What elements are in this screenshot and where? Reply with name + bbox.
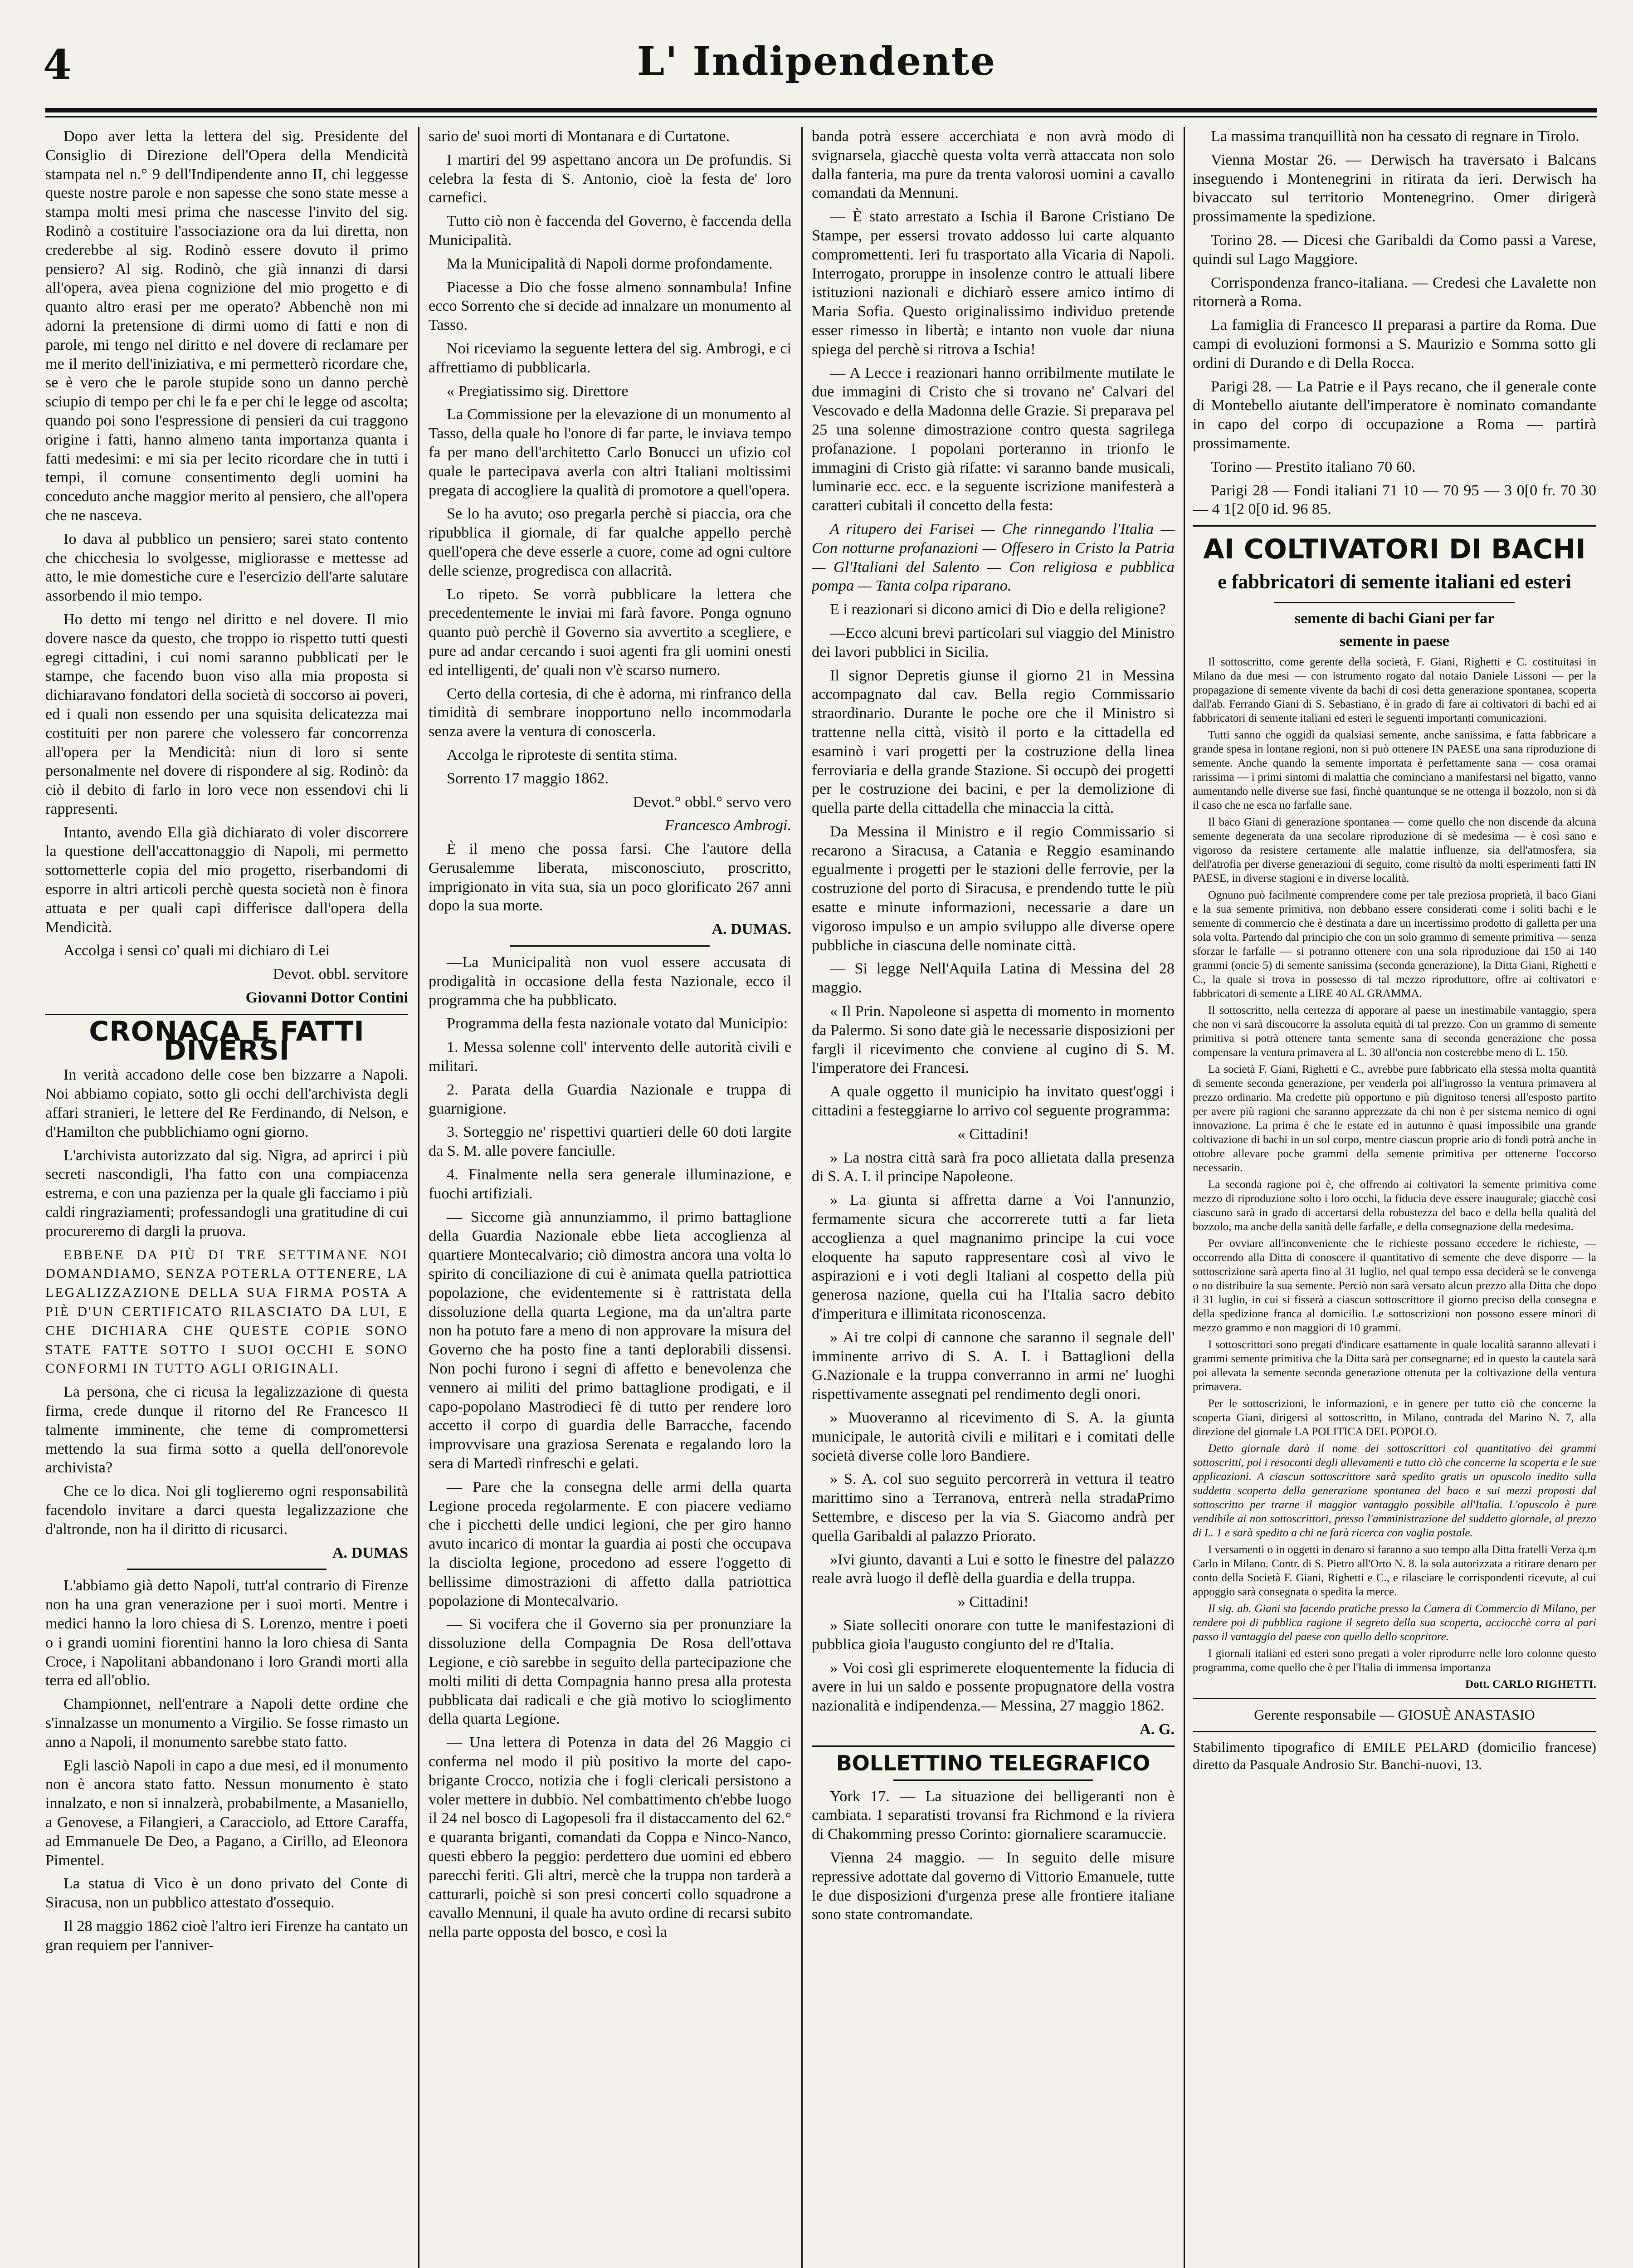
article-paragraph: sario de' suoi morti di Montanara e di Curtatone.: [429, 128, 730, 145]
signature-name: A. G.: [1140, 1721, 1175, 1738]
printer-imprint: Stabilimento tipografico di EMILE PELARD (domicilio francese) diretto da Pasquale Androsio Str. Banchi-nuovi, 13.: [1193, 1739, 1596, 1772]
article-paragraph: La statua di Vico è un dono privato del Conte di Siracusa, non un pubblico attestato d'ossequio.: [45, 1875, 408, 1911]
section-rule: [1193, 1698, 1596, 1699]
advertisement-paragraph: Detto giornale darà il nome dei sottoscrittori col quantitativo dei grammi sottoscritti, poi i resoconti degli allevamenti e tutto ciò che concerne la scoperta e le sue applicazioni. A ciascun sottoscrittore sarà spedito gratis un opuscolo inedito sulla suddetta scoperta della generazione spontanea del baco e sui mezzi proposti dal sottoscritto per trarne il maggior vantaggio possibile all'Italia. L'opuscolo è pure vendibile ai non sottoscrittori, presso l'amministrazione del suddetto giornale, al prezzo di L. 1 e sarà spedito a chi ne farà ricerca con vaglia postale.: [1193, 1442, 1596, 1540]
proclamation-heading: « Cittadini!: [957, 1125, 1029, 1143]
article-paragraph: L'archivista autorizzato dal sig. Nigra, ad aprirci i più secreti nascondigli, l'ha fatto con una compiacenza estrema, e con una pazienza per la quale gli facciamo i più caldi ringraziamenti; professandogli una gratitudine di cui procureremo di dargli la pruova.: [45, 1147, 408, 1240]
advertisement-signature: Dott. CARLO RIGHETTI.: [1465, 1678, 1596, 1691]
advertisement-paragraph: I giornali italiani ed esteri sono pregati a voler riprodurre nelle loro colonne questo programma, come quello che è per l'Italia di immensa importanza: [1193, 1647, 1596, 1674]
article-paragraph: Ma la Municipalità di Napoli dorme profondamente.: [447, 255, 773, 272]
proclamation-paragraph: » Muoveranno al ricevimento di S. A. la giunta municipale, le autorità civili e militari e i comitati delle società diverse colle loro Bandiere.: [812, 1409, 1175, 1464]
article-paragraph: L'abbiamo già detto Napoli, tutt'al contrario di Firenze non ha una gran venerazione per i suoi morti. Mentre i medici hanno la loro chiesa di S. Lorenzo, mentre i poeti o i grandi uomini fiorentini hanno la loro chiesa di Santa Croce, i Napolitani abbandonano i loro Grandi morti alla terra ed all'oblio.: [45, 1577, 408, 1689]
column-divider: [418, 127, 419, 2268]
program-item: 4. Finalmente nella sera generale illuminazione, e fuochi artifiziali.: [429, 1166, 791, 1202]
proclamation-paragraph: » Ai tre colpi di cannone che saranno il segnale dell' imminente arrivo di S. A. I. i Battaglioni della G.Nazionale e la truppa converranno in armi ne' luoghi rispettivamente assegnati pel rendimento degli onori.: [812, 1329, 1175, 1403]
signature-name: Giovanni Dottor Contini: [245, 989, 408, 1007]
section-rule: [812, 1745, 1175, 1747]
advertisement-paragraph: Il sottoscritto, come gerente della società, F. Giani, Righetti e C. costituitasi in Milano da due mesi — con istrumento rogato dal notaio Daniele Lissoni — per la propagazione di semente vivente da bachi di così detta generazione spontanea, scoperta dall'ab. Ferrando Giani di S. Sebastiano, è in grado di fare ai coltivatori di bachi ed ai fabbricatori di semente italiani ed esteri le seguenti importanti comunicazioni.: [1193, 656, 1596, 725]
telegram-item: Vienna Mostar 26. — Derwisch ha traversato i Balcans inseguendo i Montenegrini in ritirata da ieri. Derwisch ha bivaccato sul territorio Montenegrino. Omer dirigerà prossimamente la spedizione.: [1193, 151, 1596, 225]
article-paragraph: È il meno che possa farsi. Che l'autore della Gerusalemme liberata, misconosciuto, proscritto, imprigionato in vita sua, sia un poco glorificato 267 anni dopo la sua morte.: [429, 841, 791, 914]
article-paragraph: La persona, che ci ricusa la legalizzazione di questa firma, crede dunque il ritorno del Re Francesco II talmente imminente, che teme di compromettersi mettendo la sua firma sotto a quella dell'onorevole archivista?: [45, 1383, 408, 1476]
advertisement-heading: AI COLTIVATORI DI BACHI: [1203, 533, 1586, 566]
article-paragraph: —Ecco alcuni brevi particolari sul viaggio del Ministro dei lavori pubblici in Sicilia.: [812, 624, 1175, 660]
article-paragraph: — A Lecce i reazionari hanno orribilmente mutilate le due immagini di Cristo che si trovano ne' Calvari del Vescovado e della Madonna delle Grazie. Si preparava pel 25 una solenne dimostrazione contro questa sagrilega profanazione. I popolani porteranno in trionfo le immagini di Cristo già rifatte: vi saranno bande musicali, luminarie ecc. ecc. e la seguente iscrizione manifesterà a caratteri cubitali il concetto della festa:: [812, 364, 1175, 514]
advertisement-paragraph: Il sottoscritto, nella certezza di apporare al paese un inestimabile vantaggio, spera che non vi sarà discoucorre la assoluta equità di tal prezzo. Con un grammo di semente primitiva si potrà ottenere tanta semente sana di seconda generazione che possa compensare la ventura primavera al L. 30 all'oncia non costerebbe meno di L. 150.: [1193, 1004, 1596, 1059]
separator-rule: [1274, 602, 1515, 603]
market-item: Torino — Prestito italiano 70 60.: [1211, 458, 1416, 475]
column-2: [429, 127, 791, 2268]
signature-name: A. DUMAS.: [712, 921, 791, 938]
article-paragraph: Il signor Depretis giunse il giorno 21 in Messina accompagnato dal cav. Bella regio Commissario straordinario. Durante le poche ore che il Ministro si trattenne nella città, visitò il porto e la cittadella ed esaminò i vari progetti per la costruzione della linea ferroviaria e della grande Stazione. Si occupò dei progetti per le costruzione dei bacini, e per la demolizione di quella parte della cittadella che minaccia la città.: [812, 667, 1175, 817]
signature-line: Devot.° obbl.° servo vero: [633, 793, 791, 811]
advertisement-paragraph: Il sig. ab. Giani sta facendo pratiche presso la Camera di Commercio di Milano, per rendere poi di pubblica ragione il segreto della sua scoperta, acciocchè corra al pari passo il vantaggio del paese con quello dello scopritore.: [1193, 1603, 1596, 1643]
article-paragraph: Il 28 maggio 1862 cioè l'altro ieri Firenze ha cantato un gran requiem per l'anniver-: [45, 1917, 408, 1954]
program-item: 1. Messa solenne coll' intervento delle autorità civili e militari.: [429, 1039, 791, 1075]
advertisement-paragraph: Ognuno può facilmente comprendere come per tale preziosa proprietà, il baco Giani e la sua semente primitiva, non debbano essere considerati come i soliti bachi e le semente di commercio che è destinata a dare un incertissimo prodotto di galletta per una sola volta. Partendo dal principio che con un solo grammo di semente primitiva — senza sforzar le farfalle — si potranno ottenere con una sola riproduzione dai 150 ai 140 grammi (oncie 5) di semente sanissima (seconda generazione), la Ditta Giani, Righetti e C., la quale si trova in possesso di tal mezzo riproduttore, offre ai coltivatori e fabbricatori di semente a LIRE 40 AL GRAMMA.: [1193, 889, 1596, 1000]
separator-rule: [127, 1569, 327, 1570]
advertisement-paragraph: Il baco Giani di generazione spontanea — come quello che non discende da alcuna semente degenerata da una secolare riproduzione di sè medesima — è così sano e vigoroso da resistere certamente alle malattie influenze, sia dell'atmosfera, sia dell'atrofia per diverse generazioni di seguito, come risultò da molti esperimenti fatti IN PAESE, in diverse stagioni e in diverse località.: [1193, 816, 1596, 885]
letter-paragraph: La Commissione per la elevazione di un monumento al Tasso, della quale ho l'onore di far parte, le inviava tempo fa per mano dell'architetto Carlo Bonucci un ufizio col quale le partecipava averla con altri Italiani moltissimi pregata di accogliere la qualità di promotore a quell'opera.: [429, 406, 791, 499]
article-paragraph: — È stato arrestato a Ischia il Barone Cristiano De Stampe, per essersi trovato addosso lui carte alquanto compromettenti. Ieri fu trasportato alla Vicaria di Napoli. Interrogato, proruppe in insolenze contro le attuali libere istituzioni nazionali e dichiarò essere amico intimo di Maria Sofia. Questo originalissimo individuo pretende esser rimesso in libertà; e intanto non vuole dar niuna spiega del perchè si ritrova a Ischia!: [812, 208, 1175, 358]
section-rule: [1193, 1731, 1596, 1732]
advertisement-subject: semente di bachi Giani per far: [1294, 610, 1495, 627]
article-paragraph: EBBENE DA PIÙ DI TRE SETTIMANE NOI DOMANDIAMO, SENZA POTERLA OTTENERE, LA LEGALIZZAZIONE DELLA SUA FIRMA POSTA A PIÈ D'UN CERTIFICATO RILASCIATO DA LUI, E CHE DICHIARA CHE QUESTE COPIE SONO STATE FATTE SOTTO I SUOI OCCHI E SONO CONFORMI IN TUTTO AGLI ORIGINALI.: [45, 1247, 408, 1376]
advertisement-paragraph: I versamenti o in oggetti in denaro si faranno a suo tempo alla Ditta fratelli Verza q.m Carlo in Milano. Contr. di S. Pietro all'Orto N. 8. la sola autorizzata a ritirare denaro per conto della Società F. Giani, Righetti e C., e rilasciare le corrispondenti ricevute, al cui appoggio sarà consegnata o spedita la merce.: [1193, 1544, 1596, 1598]
article-paragraph: — Pare che la consegna delle armi della quarta Legione proceda regolarmente. E con piacere vediamo che i picchetti delle undici legioni, che per giro hanno avuto incarico di montar la guardia ai posti che occupava la disciolta legione, procedono ad essere l'oggetto di bellissime dimostrazioni di affetto dalla patriottica popolazione di Montecalvario.: [429, 1478, 791, 1609]
inscription: A ritupero dei Farisei — Che rinnegando l'Italia — Con notturne profanazioni — Offesero in Cristo la Patria — Gl'Italiani del Salento — Con religiosa e pubblica pompa — Tanta colpa riparano.: [812, 520, 1175, 595]
telegram-item: Vienna 24 maggio. — In seguito delle misure repressive adottate dal governo di Vittorio Emanuele, tutte le due disposizioni d'urgenza prese alle frontiere italiane sono state contromandate.: [812, 1849, 1175, 1923]
letter-closing: Accolga i sensi co' quali mi dichiaro di Lei: [63, 942, 330, 959]
bollettino-heading: BOLLETTINO TELEGRAFICO: [836, 1750, 1150, 1775]
telegram-item: York 17. — La situazione dei belligeranti non è cambiata. I separatisti trovansi fra Richmond e la riviera di Chakomming presso Corinto: giornaliere scaramuccie.: [812, 1788, 1175, 1843]
proclamation-paragraph: » S. A. col suo seguito percorrerà in vettura il teatro marittimo sino a Terranova, entrerà nella stradaPrimo Settembre, e disceso per la via S. Giacomo andrà per quella Garibaldi al palazzo Priorato.: [812, 1471, 1175, 1545]
article-paragraph: — Si vocifera che il Governo sia per pronunziare la dissoluzione della Compagnia De Rosa dell'ottava Legione, e ciò sarebbe in seguito della partecipazione che molti militi di detta Compagnia hanno presa alla protesta pubblicata dai radicali e che già motivo lo scioglimento della quarta Legione.: [429, 1616, 791, 1728]
proclamation-paragraph: » Voi così gli esprimerete eloquentemente la fiducia di avere in lui un saldo e possente propugnatore della vostra nazionalità e indipendenza.— Messina, 27 maggio 1862.: [812, 1659, 1175, 1715]
market-item: Parigi 28 — Fondi italiani 71 10 — 70 95 — 3 0[0 fr. 70 30 — 4 1[2 0[0 id. 96 85.: [1193, 482, 1596, 518]
column-3: [812, 127, 1175, 2268]
letter-date: Sorrento 17 maggio 1862.: [447, 770, 609, 787]
program-item: 3. Sorteggio ne' rispettivi quartieri delle 60 doti largite da S. M. alle povere fanciulle.: [429, 1124, 791, 1160]
advertisement-paragraph: Per ovviare all'inconveniente che le richieste possano eccedere le richieste, — occorrendo alla Ditta di conoscere il quantitativo di semente che deve disporre — la sottoscrizione sarà aperta fino al 31 luglio, nel qual tempo essa deciderà se le convenga o no distribuire la sua semente. Perciò non sarà versato alcun prezzo alla Ditta che dopo il 31 luglio, in cui si fisserà a ciascun sottoscrittore il giorno preciso della consegna e della spedizione franca al domicilio. Le sottoscrizioni non possono essere minori di mezzo grammo e non maggiori di 10 grammi.: [1193, 1237, 1596, 1334]
section-rule: [1193, 525, 1596, 527]
article-paragraph: banda potrà essere accerchiata e non avrà modo di svignarsela, giacchè questa volta verrà attaccata non solo dalla fanteria, ma pure da trenta valorosi uomini a cavallo comandati da Mennuni.: [812, 128, 1175, 202]
article-paragraph: E i reazionari si dicono amici di Dio e della religione?: [830, 601, 1166, 618]
letter-paragraph: Lo ripeto. Se vorrà pubblicare la lettera che precedentemente le inviai mi farà favore. Ponga ognuno quanto può perchè il Governo sia avvertito a scegliere, e pure ad andar cercando i suoi agenti fra gli uomini onesti ed intelligenti, de' quali non v'è scarso numero.: [429, 586, 791, 679]
article-paragraph: Piacesse a Dio che fosse almeno sonnambula! Infine ecco Sorrento che si decide ad innalzare un monumento al Tasso.: [429, 279, 791, 334]
advertisement-subheading: e fabbricatori di semente italiani ed esteri: [1218, 571, 1571, 593]
page-number: 4: [43, 41, 72, 89]
article-paragraph: Da Messina il Ministro e il regio Commissario si recarono a Siracusa, a Catania e Reggio esaminando egualmente i progetti per le stazioni delle ferrovie, per la costruzione del porto di Siracusa, e prendendo tutte le più esatte e minute informazioni, necessarie a dare un vigoroso impulso e un ampio sviluppo alle diverse opere pubbliche in ciascuna delle nominate città.: [812, 823, 1175, 954]
letter-paragraph: Ho detto mi tengo nel diritto e nel dovere. Il mio dovere nasce da questo, che troppo io rispetto tutti questi egregi cittadini, i cui nomi saranno pubblicati per le stampe, che facendo buon viso alla mia proposta si dichiaravano fondatori della società di soccorso ai poveri, ed i quali non essendo per una squisita delicatezza mai costituiti per non parere che volessero far concorrenza all'opera per la Mendicità: niun di loro si sente personalmente nel dovere di rispondere al sig. Rodinò: da ciò il debito di farlo in loro vece non essendovi chi li rappresenti.: [45, 611, 408, 817]
letter-paragraph: Se lo ha avuto; oso pregarla perchè si piaccia, ora che ripubblica il giornale, di far qualche appello perchè quell'opera che deve esserle a cuore, come ad ogni cultore delle scienze, progredisca con allacrità.: [429, 505, 791, 579]
column-1: [45, 127, 408, 2268]
advertisement-body: [1193, 655, 1596, 1691]
article-paragraph: Tutto ciò non è faccenda del Governo, è faccenda della Municipalità.: [429, 213, 791, 249]
newspaper-title: L' Indipendente: [637, 39, 996, 84]
letter-paragraph: Accolga le riproteste di sentita stima.: [447, 746, 678, 763]
column-divider: [1184, 127, 1185, 2268]
signature-line: Devot. obbl. servitore: [273, 966, 408, 983]
article-paragraph: Noi riceviamo la seguente lettera del sig. Ambrogi, e ci affrettiamo di pubblicarla.: [429, 340, 791, 376]
cronaca-heading: CRONACA E FATTI DIVERSI: [89, 1015, 365, 1066]
separator-rule: [510, 945, 710, 947]
advertisement-paragraph: La società F. Giani, Righetti e C., avrebbe pure fabbricato ella stessa molta quantità di semente seconda generazione, per venderla poi all'ingrosso la ventura primavera al prezzo ordinario. Ma credette più opportuno e più dignitoso tenersi all'esposto partito per avere più ragioni che saranno apprezzate da chi non è per sistema nemico di ogni innovazione. La prima è che le estate ed in autunno è quasi impossibile una grande coltivazione di bachi in un sol corpo, mentre ciascun proprie ario di fondi potrà anche in ottobre allevare poche grammi della semente primitiva per ottenerne l'occorso necessario.: [1193, 1063, 1596, 1174]
telegram-item: Parigi 28. — La Patrie e il Pays recano, che il generale conte di Montebello aiutante dell'imperatore è nominato comandante in capo del corpo di occupazione a Roma — partirà prossimamente.: [1193, 378, 1596, 452]
proclamation-paragraph: » La giunta si affretta darne a Voi l'annunzio, fermamente sicura che accorrerete tutti a far lieta accoglienza a quel magnanimo principe la cui voce eloquente ha saputo rappresentare così al vivo le aspirazioni e i voti degli Italiani al cospetto della più generosa nazione, quella cui ha l'Italia sacro debito d'imperitura e illimitata riconoscenza.: [812, 1192, 1175, 1323]
signature-name: Francesco Ambrogi.: [664, 817, 791, 834]
proclamation-heading: » Cittadini!: [957, 1593, 1029, 1611]
telegram-item: La massima tranquillità non ha cessato di regnare in Tirolo.: [1211, 128, 1579, 145]
article-paragraph: Egli lasciò Napoli in capo a due mesi, ed il monumento non è ancora stato fatto. Nessun monumento è stato innalzato, e non si innalzerà, probabilmente, a Masaniello, a Genovese, a Filangieri, a Caracciolo, ad Ettore Caraffa, ad Emmanuele De Deo, a Pagano, a Cirillo, ad Eleonora Pimentel.: [45, 1757, 408, 1869]
article-paragraph: Programma della festa nazionale votato dal Municipio:: [447, 1015, 788, 1032]
proclamation-paragraph: »Ivi giunto, davanti a Lui e sotto le finestre del palazzo reale avrà luogo il deflè della guardia e della truppa.: [812, 1551, 1175, 1587]
telegram-item: Corrispondenza franco-italiana. — Credesi che Lavalette non ritornerà a Roma.: [1193, 274, 1596, 310]
article-paragraph: « Il Prin. Napoleone si aspetta di momento in momento da Palermo. Si sono date già le necessarie disposizioni per fargli il ricevimento che conviene al cugino di S. M. l'imperatore dei Francesi.: [812, 1003, 1175, 1077]
telegram-item: La famiglia di Francesco II preparasi a partire da Roma. Due campi di evoluzioni formonsi a S. Maurizio e Somma sotto gli ordini di Durando e di Della Rocca.: [1193, 317, 1596, 371]
proclamation-paragraph: » Siate solleciti onorare con tutte le manifestazioni di pubblica gioia l'augusto congiunto del re d'Italia.: [812, 1617, 1175, 1653]
program-item: 2. Parata della Guardia Nazionale e truppa di guarnigione.: [429, 1081, 791, 1117]
article-paragraph: — Siccome già annunziammo, il primo battaglione della Guardia Nazionale ebbe lieta accoglienza al quartiere Montecalvario; ciò dimostra ancora una volta lo spirito di conciliazione di cui è animata quella patriottica popolazione, che evidentemente si è rattristata della dissoluzione della quarta Legione, ma da un'altra parte non ha potuto fare a meno di non approvare la misura del Governo che ha posto fine a tanti deplorabili dissensi. Non pochi furono i segni di affetto e benevolenza che vennero ai militi del primo battaglione prodigati, e il capo-popolano Mastrodieci fè di tutto per rendere loro accetto il corpo di guardia delle Barracche, facendo improvvisare una graziosa Serenata e regalando loro la sera di Martedì rinfreschi e gelati.: [429, 1208, 791, 1472]
letter-paragraph: Certo della cortesia, di che è adorna, mi rinfranco della timidità di sembrare inopportuno nello incommodarla senza avere la ventura di conoscerla.: [429, 685, 791, 740]
advertisement-paragraph: Per le sottoscrizioni, le informazioni, e in genere per tutto ciò che concerne la scoperta Giani, dirigersi al sottoscritto, in Milano, contrada del Marino N. 7, alla direzione del giornale LA POLITICA DEL POPOLO.: [1193, 1398, 1596, 1438]
advertisement-subject: semente in paese: [1340, 633, 1449, 650]
article-paragraph: I martiri del 99 aspettano ancora un De profundis. Si celebra la festa di S. Antonio, cioè la festa de' loro carnefici.: [429, 151, 791, 206]
column-4: [1193, 127, 1596, 2268]
article-paragraph: A quale oggetto il municipio ha invitato quest'oggi i cittadini a festeggiarne lo arrivo col seguente programma:: [812, 1083, 1175, 1119]
signature-name: A. DUMAS: [332, 1544, 408, 1561]
article-paragraph: — Una lettera di Potenza in data del 26 Maggio ci conferma nel modo il più positivo la morte del capo-brigante Crocco, notizia che i fogli clericali persistono a voler mettere in dubbio. Nel combattimento ch'ebbe luogo il 24 nel bosco di Lagopesoli fra il distaccamento del 62.° e quaranta briganti, comandati da Coppa e Ninco-Nanco, questi ebbero la peggio: perdettero due uomini ed ebbero parecchi feriti. Gli altri, mercè che la truppa non tarderà a catturarli, poichè si son presi concerti collo squadrone a cavallo Mennuni, il quale ha avuto ordine di recarsi subito nella parte opposta del bosco, e così la: [429, 1734, 791, 1941]
letter-paragraph: Io dava al pubblico un pensiero; sarei stato contento che chicchesia lo svolgesse, migliorasse e mettesse ad atto, le mie domestiche cure e l'esercizio dell'arte salutare assorbendo il mio tempo.: [45, 530, 408, 605]
article-paragraph: Championnet, nell'entrare a Napoli dette ordine che s'innalzasse un monumento a Virgilio. Se fosse rimasto un anno a Napoli, il monumento sarebbe stato fatto.: [45, 1696, 408, 1750]
advertisement-paragraph: La seconda ragione poi è, che offrendo ai coltivatori la semente primitiva come mezzo di riproduzione solto i loro occhi, la fiducia deve essere inaugurale; giacchè così ciascuno sarà in grado di accertarsi della robustezza del baco e della bella qualità del bozzolo, ma anche della sanità delle farfalle, e della consegnazione della medesima.: [1193, 1178, 1596, 1233]
advertisement-paragraph: I sottoscrittori sono pregati d'indicare esattamente in quale località saranno allevati i grammi semente primitiva che la Ditta sarà per consegnarne; ed in questo la cautela sarà poi allevata la semente seconda generazione ottenuta per la coltivazione della ventura primavera.: [1193, 1339, 1596, 1393]
responsible-manager: Gerente responsabile — GIOSUÈ ANASTASIO: [1254, 1706, 1535, 1723]
telegram-item: Torino 28. — Dicesi che Garibaldi da Como passi a Varese, quindi sul Lago Maggiore.: [1193, 231, 1596, 268]
section-rule: [45, 1014, 408, 1015]
letter-paragraph: Dopo aver letta la lettera del sig. Presidente del Consiglio di Direzione dell'Opera della Mendicità stampata nel n.° 9 dell'Indipendente anno II, chi leggesse queste nostre parole e non sapesse che sono state messe a stampa molti mesi prima che nascesse l'invito del sig. Rodinò a costituire l'associazione ora da lui diretta, non crederebbe al sig. Rodinò essere dovuto il primo pensiero? Al sig. Rodinò, che già innanzi di darsi all'opera, avea piena cognizione del mio progetto e di quanto altro erasi per me operato? Abbenchè non mi adorni la pretensione di dirmi uomo di fatti e non di parole, mi tengo nel diritto e nel dovere di reclamare per me il merito dell'iniziativa, e mi permetterò ricordare che, se è vero che le parole stupide sono un danno perchè sciupio di tempo per chi le fa e per chi le legge od ascolta; quando poi sono l'espressione di pensieri da cui traggono origine i fatti, hanno almeno tanta importanza quanta i fatti medesimi: e mi sia per lecito ricordare che in tutti i tempi, il comune consentimento degli uomini ha conceduto anche maggior merito al pensiero, che all'opera che ne nasceva.: [45, 128, 408, 524]
article-paragraph: In verità accadono delle cose ben bizzarre a Napoli. Noi abbiamo copiato, sotto gli occhi dell'archivista degli affari stranieri, le lettere del Re Ferdinando, di Nelson, e d'Hamilton che pubblichiamo ogni giorno.: [45, 1066, 408, 1140]
header-rule-thin: [45, 116, 1597, 117]
article-paragraph: Che ce lo dica. Noi gli toglieremo ogni responsabilità facendolo invitare a darci questa legalizzazione che d'altronde, non ha il diritto di ricusarci.: [45, 1483, 408, 1538]
proclamation-paragraph: » La nostra città sarà fra poco allietata dalla presenza di S. A. I. il principe Napoleone.: [812, 1149, 1175, 1185]
header-rule: [45, 108, 1597, 112]
article-paragraph: — Si legge Nell'Aquila Latina di Messina del 28 maggio.: [812, 960, 1175, 997]
article-paragraph: —La Municipalità non vuol essere accusata di prodigalità in occasione della festa Nazionale, ecco il programma che ha pubblicato.: [429, 954, 791, 1009]
column-divider: [801, 127, 803, 2268]
advertisement-paragraph: Tutti sanno che oggidì da qualsiasi semente, anche sanissima, e fatta fabbricare a grande spesa in lontane regioni, non si può ottenere IN PAESE una sana riproduzione di semente. Anche quando la semente importata è perfettamente sana — cosa oramai rarissima — i primi sintomi di malattia che cominciano a manifestarsi nel bigatto, vanno aumentando nelle diverse sue fasi, finchè quantunque se ne ottenga il bozzolo, non si dà il caso che ne esca no farfalle sane.: [1193, 729, 1596, 812]
separator-rule: [893, 1779, 1093, 1781]
letter-salutation: « Pregiatissimo sig. Direttore: [447, 382, 629, 400]
letter-paragraph: Intanto, avendo Ella già dichiarato di voler discorrere la questione dell'accattonaggio di Napoli, mi permetto sottometterle copia del mio progetto, riserbandomi di esporre in altri articoli perchè questa società non è finora attuata e per quali capi differisce dall'opera della Mendicità.: [45, 824, 408, 936]
